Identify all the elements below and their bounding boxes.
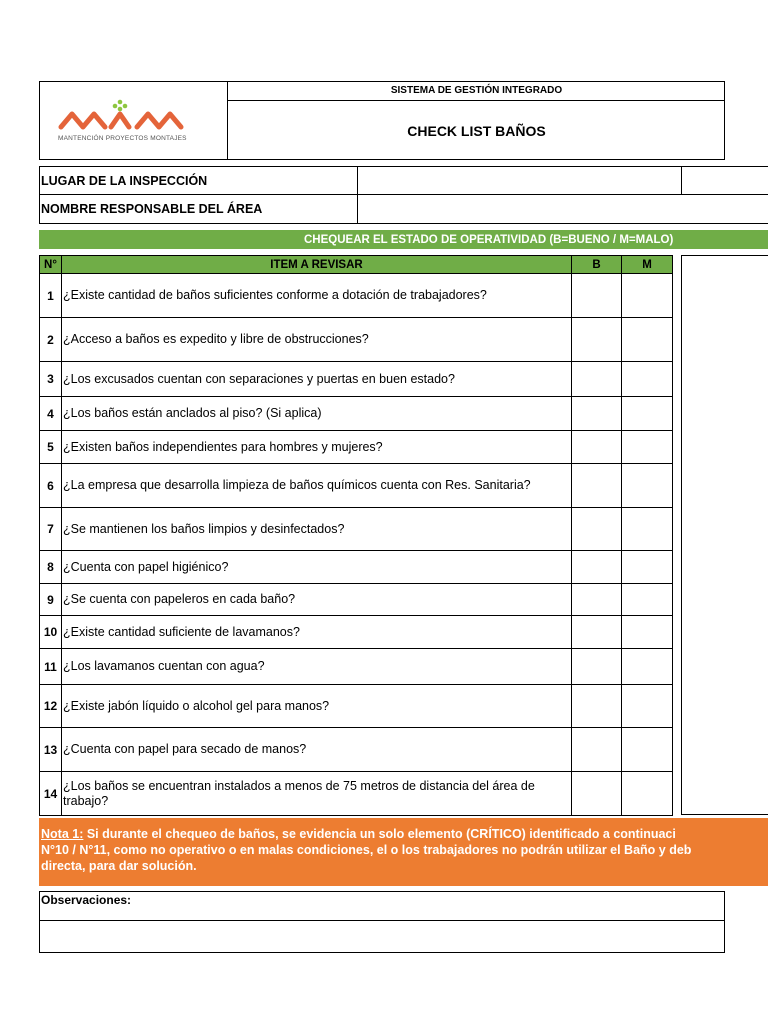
check-m-cell[interactable] — [621, 771, 673, 816]
col-header-item: ITEM A REVISAR — [61, 255, 572, 274]
row-item-text: ¿Existe cantidad de baños suficientes conforme a dotación de trabajadores? — [61, 273, 572, 318]
row-number: 6 — [39, 463, 62, 508]
check-m-cell[interactable] — [621, 583, 673, 616]
check-m-cell[interactable] — [621, 430, 673, 464]
row-item-text: ¿Cuenta con papel higiénico? — [61, 550, 572, 584]
row-number: 2 — [39, 317, 62, 362]
row-number: 5 — [39, 430, 62, 464]
row-item-text: ¿Existe cantidad suficiente de lavamanos? — [61, 615, 572, 649]
lugar-input[interactable] — [357, 166, 682, 195]
check-m-cell[interactable] — [621, 361, 673, 397]
row-item-text: ¿Los excusados cuentan con separaciones y puertas en buen estado? — [61, 361, 572, 397]
check-b-cell[interactable] — [571, 430, 622, 464]
row-item-text: ¿Cuenta con papel para secado de manos? — [61, 727, 572, 772]
check-m-cell[interactable] — [621, 396, 673, 431]
row-number: 8 — [39, 550, 62, 584]
check-m-cell[interactable] — [621, 615, 673, 649]
operativity-banner — [39, 230, 768, 249]
critical-note — [39, 818, 768, 886]
note-label: Nota 1: — [41, 827, 84, 841]
check-m-cell[interactable] — [621, 317, 673, 362]
note-line-2: N°10 / N°11, como no operativo o en malas condiciones, el o los trabajadores no podrán utilizar el Baño y deb — [41, 843, 692, 857]
check-m-cell[interactable] — [621, 273, 673, 318]
logo-mark-icon — [39, 81, 228, 160]
observaciones-box[interactable] — [39, 891, 725, 953]
row-number: 7 — [39, 507, 62, 551]
row-item-text: ¿Los baños están anclados al piso? (Si aplica) — [61, 396, 572, 431]
check-m-cell[interactable] — [621, 684, 673, 728]
note-line-1: Si durante el chequeo de baños, se evidencia un solo elemento (CRÍTICO) identificado a continuaci — [83, 827, 676, 841]
row-number: 13 — [39, 727, 62, 772]
row-number: 11 — [39, 648, 62, 685]
row-item-text: ¿Existen baños independientes para hombres y mujeres? — [61, 430, 572, 464]
note-line-3: directa, para dar solución. — [41, 859, 197, 873]
check-b-cell[interactable] — [571, 583, 622, 616]
check-m-cell[interactable] — [621, 648, 673, 685]
check-b-cell[interactable] — [571, 507, 622, 551]
company-logo — [39, 81, 228, 160]
col-header-b: B — [571, 255, 622, 274]
check-b-cell[interactable] — [571, 273, 622, 318]
row-number: 3 — [39, 361, 62, 397]
check-b-cell[interactable] — [571, 317, 622, 362]
check-m-cell[interactable] — [621, 550, 673, 584]
operativity-banner-text: CHEQUEAR EL ESTADO DE OPERATIVIDAD (B=BUENO / M=MALO) — [304, 233, 674, 246]
row-item-text: ¿Acceso a baños es expedito y libre de obstrucciones? — [61, 317, 572, 362]
col-header-m: M — [621, 255, 673, 274]
check-b-cell[interactable] — [571, 771, 622, 816]
responsable-input[interactable] — [357, 194, 768, 224]
row-number: 10 — [39, 615, 62, 649]
page-title: CHECK LIST BAÑOS — [407, 122, 546, 139]
check-m-cell[interactable] — [621, 507, 673, 551]
row-item-text: ¿Existe jabón líquido o alcohol gel para manos? — [61, 684, 572, 728]
logo-tagline: MANTENCIÓN PROYECTOS MONTAJES — [58, 135, 187, 142]
lugar-extra-cell[interactable] — [681, 166, 768, 195]
lugar-label: LUGAR DE LA INSPECCIÓN — [41, 173, 208, 188]
row-number: 4 — [39, 396, 62, 431]
check-b-cell[interactable] — [571, 361, 622, 397]
row-number: 1 — [39, 273, 62, 318]
side-panel — [681, 255, 768, 815]
check-m-cell[interactable] — [621, 463, 673, 508]
check-m-cell[interactable] — [621, 727, 673, 772]
observaciones-divider — [39, 920, 725, 921]
responsable-label: NOMBRE RESPONSABLE DEL ÁREA — [41, 202, 263, 216]
row-item-text: ¿Los lavamanos cuentan con agua? — [61, 648, 572, 685]
check-b-cell[interactable] — [571, 615, 622, 649]
check-b-cell[interactable] — [571, 550, 622, 584]
row-number: 9 — [39, 583, 62, 616]
observaciones-label: Observaciones: — [41, 893, 132, 907]
check-b-cell[interactable] — [571, 648, 622, 685]
row-number: 14 — [39, 771, 62, 816]
row-item-text: ¿Se cuenta con papeleros en cada baño? — [61, 583, 572, 616]
col-header-num: N° — [39, 255, 62, 274]
row-item-text: ¿Se mantienen los baños limpios y desinfectados? — [61, 507, 572, 551]
check-b-cell[interactable] — [571, 463, 622, 508]
check-b-cell[interactable] — [571, 684, 622, 728]
check-b-cell[interactable] — [571, 727, 622, 772]
check-b-cell[interactable] — [571, 396, 622, 431]
row-item-text: ¿La empresa que desarrolla limpieza de baños químicos cuenta con Res. Sanitaria? — [61, 463, 572, 508]
row-item-text: ¿Los baños se encuentran instalados a menos de 75 metros de distancia del área de trabajo? — [61, 771, 572, 816]
row-number: 12 — [39, 684, 62, 728]
system-name: SISTEMA DE GESTIÓN INTEGRADO — [228, 81, 725, 101]
